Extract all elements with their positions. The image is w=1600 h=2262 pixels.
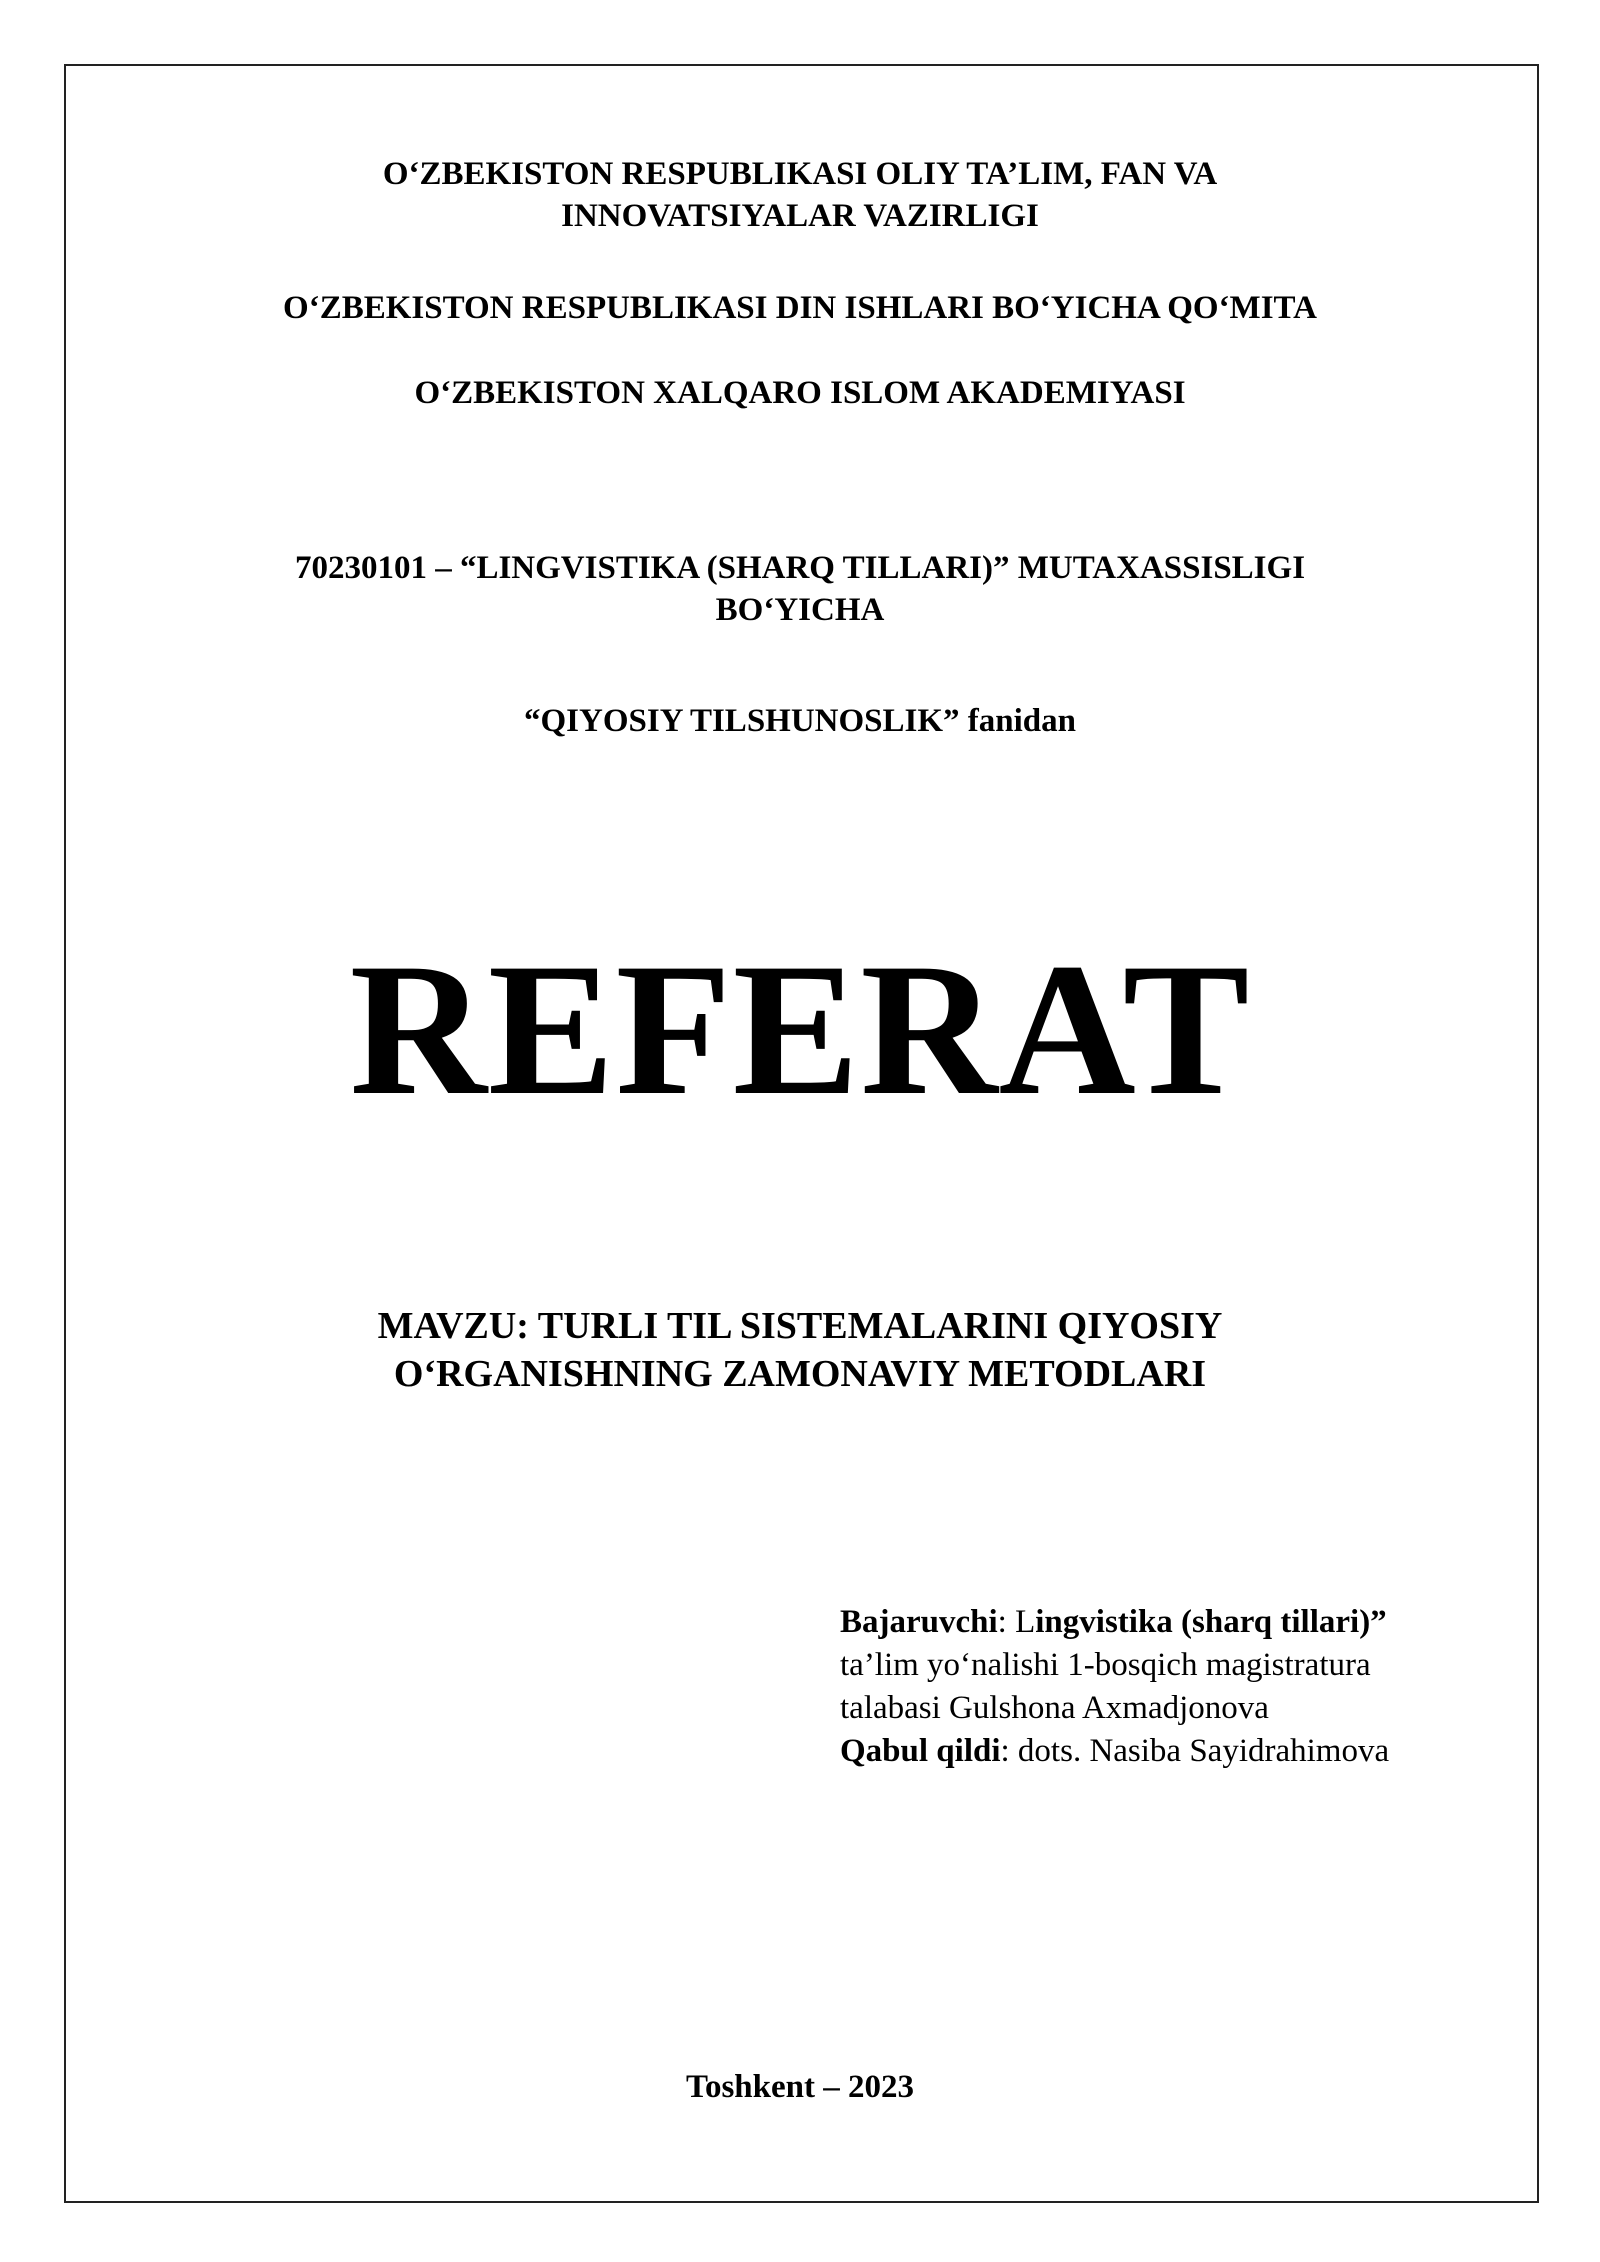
topic-line-1: MAVZU: TURLI TIL SISTEMALARINI QIYOSIY: [377, 1305, 1223, 1347]
ministry-heading: [0, 153, 1600, 237]
specialty-line-2: BO‘YICHA: [715, 592, 885, 628]
subject-line: “QIYOSIY TILSHUNOSLIK” fanidan: [523, 703, 1077, 739]
performer-separator: : L: [997, 1604, 1036, 1640]
accepted-value: : dots. Nasiba Sayidrahimova: [1000, 1733, 1390, 1769]
document-title: [0, 925, 1600, 1135]
performer-line-2: ta’lim yo‘nalishi 1-bosqich magistratura: [840, 1647, 1371, 1683]
accepted-line: [840, 1730, 1389, 1773]
specialty-line-1: 70230101 – “LINGVISTIKA (SHARQ TILLARI)” MUTAXASSISLIGI: [294, 550, 1306, 586]
topic-heading: [0, 1302, 1600, 1398]
academy-heading: [0, 372, 1600, 414]
subject-heading: [0, 700, 1600, 742]
ministry-line-2: INNOVATSIYALAR VAZIRLIGI: [561, 198, 1039, 234]
performer-line-3: talabasi Gulshona Axmadjonova: [840, 1690, 1269, 1726]
specialty-heading: [0, 547, 1600, 631]
academy-line: O‘ZBEKISTON XALQARO ISLOM AKADEMIYASI: [414, 375, 1186, 411]
committee-heading: [0, 287, 1600, 329]
city-year-text: Toshkent – 2023: [685, 2069, 915, 2105]
title-text: REFERAT: [349, 925, 1251, 1135]
author-info: [840, 1601, 1389, 1773]
accepted-label: Qabul qildi: [840, 1733, 1001, 1769]
city-year: [0, 2066, 1600, 2108]
performer-value: ingvistika (sharq tillari)”: [1035, 1604, 1387, 1640]
ministry-line-1: O‘ZBEKISTON RESPUBLIKASI OLIY TA’LIM, FAN VA: [382, 156, 1218, 192]
performer-line: [840, 1601, 1389, 1644]
performer-label: Bajaruvchi: [840, 1604, 998, 1640]
topic-line-2: O‘RGANISHNING ZAMONAVIY METODLARI: [393, 1353, 1207, 1395]
committee-line: O‘ZBEKISTON RESPUBLIKASI DIN ISHLARI BO‘YICHA QO‘MITA: [283, 290, 1317, 326]
